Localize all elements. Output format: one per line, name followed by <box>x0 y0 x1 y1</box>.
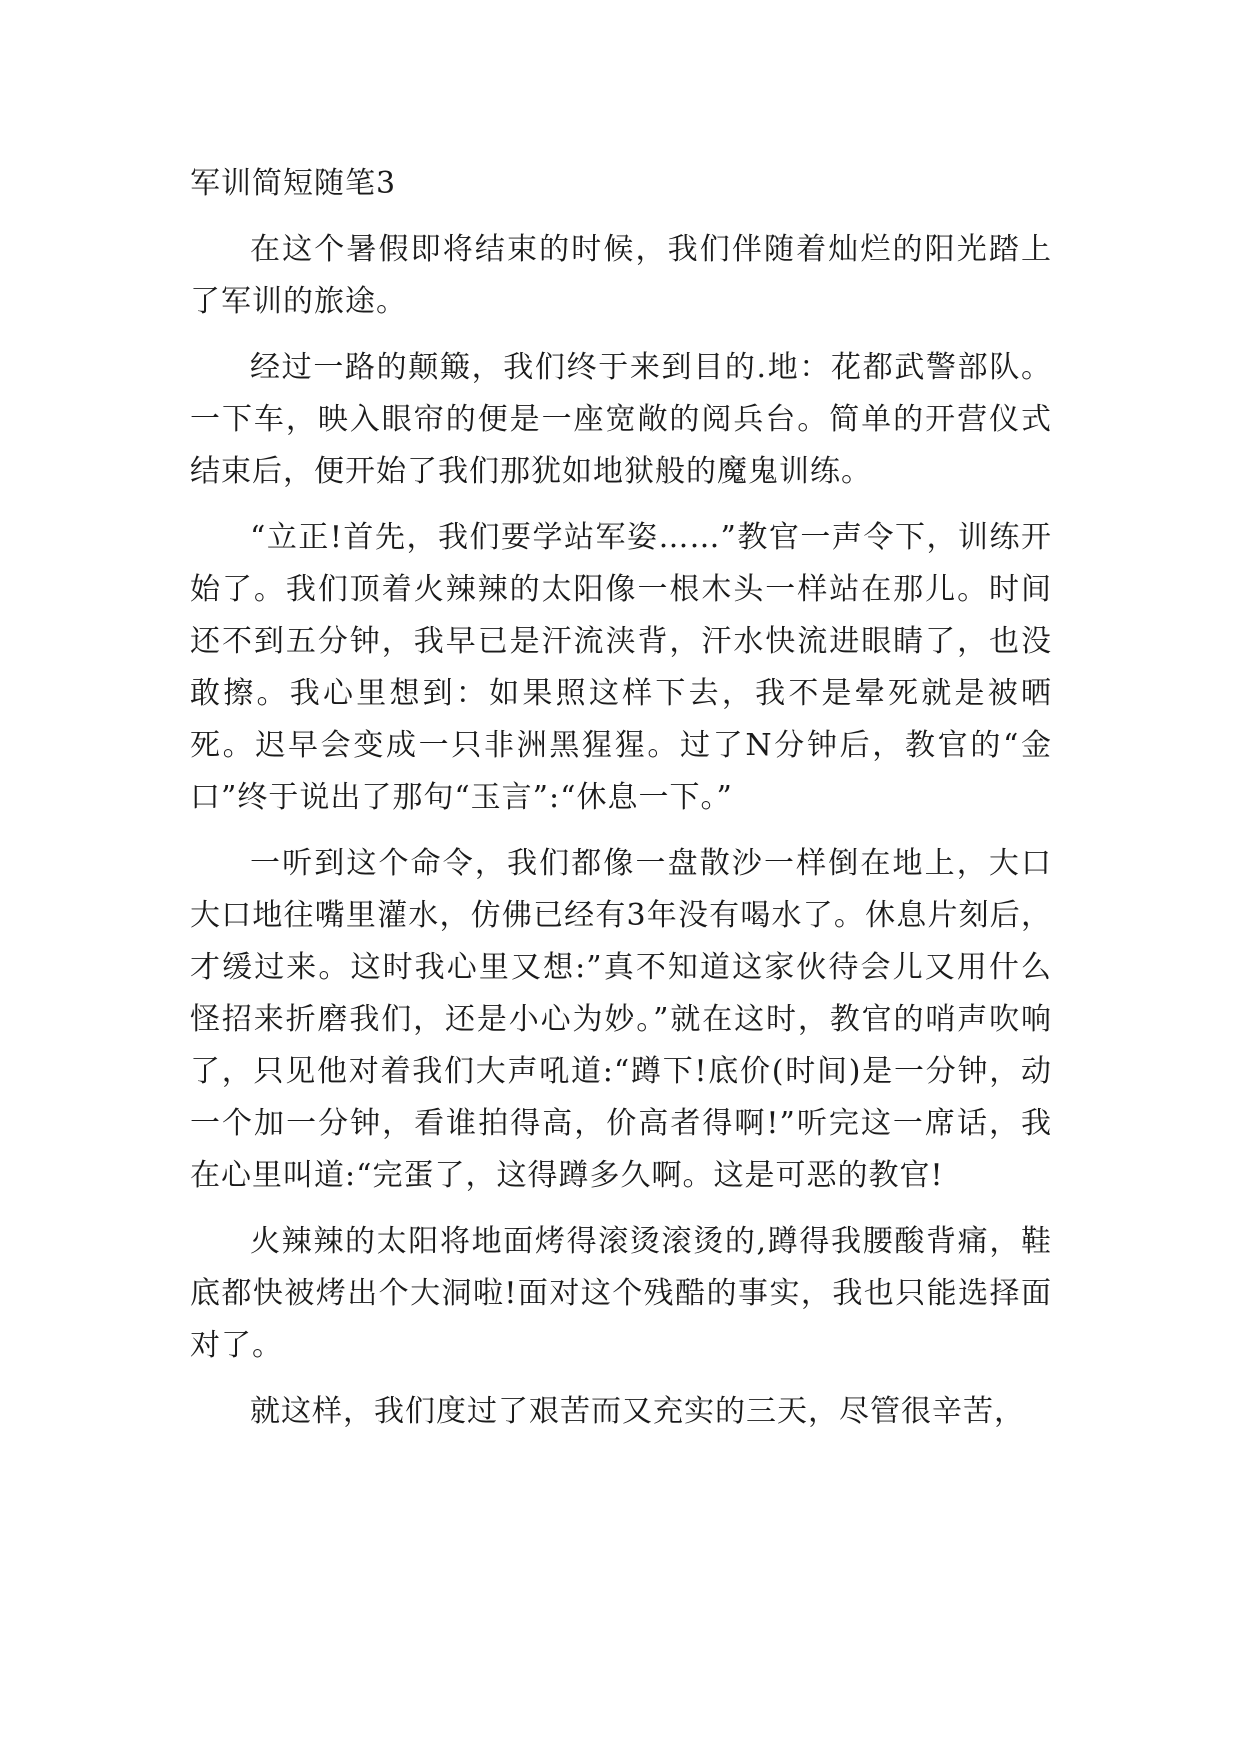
document-title: 军训简短随笔3 <box>190 166 397 201</box>
paragraph: 在这个暑假即将结束的时候，我们伴随着灿烂的阳光踏上了军训的旅途。 <box>190 232 1052 319</box>
paragraph: 就这样，我们度过了艰苦而又充实的三天，尽管很辛苦， <box>250 1394 1025 1429</box>
paragraph: 一听到这个命令，我们都像一盘散沙一样倒在地上，大口大口地往嘴里灌水，仿佛已经有3年没有喝水了。休息片刻后，才缓过来。这时我心里又想:”真不知道这家伙待会儿又用什么怪招来折磨我们，还是小心为妙。”就在这时，教官的哨声吹响了，只见他对着我们大声吼道:“蹲下!底价(时间)是一分钟，动一个加一分钟，看谁拍得高，价高者得啊!”听完这一席话，我在心里叫道:“完蛋了，这得蹲多久啊。这是可恶的教官! <box>190 846 1052 1193</box>
paragraph: “立正!首先，我们要学站军姿……”教官一声令下，训练开始了。我们顶着火辣辣的太阳像一根木头一样站在那儿。时间还不到五分钟，我早已是汗流浃背，汗水快流进眼睛了，也没敢擦。我心里想到：如果照这样下去，我不是晕死就是被晒死。迟早会变成一只非洲黑猩猩。过了N分钟后，教官的“金口”终于说出了那句“玉言”:“休息一下。” <box>190 520 1052 815</box>
paragraph: 火辣辣的太阳将地面烤得滚烫滚烫的,蹲得我腰酸背痛，鞋底都快被烤出个大洞啦!面对这个残酷的事实，我也只能选择面对了。 <box>190 1224 1052 1363</box>
paragraph: 经过一路的颠簸，我们终于来到目的.地：花都武警部队。一下车，映入眼帘的便是一座宽敞的阅兵台。简单的开营仪式结束后，便开始了我们那犹如地狱般的魔鬼训练。 <box>190 350 1052 489</box>
document-body <box>190 158 1052 1438</box>
